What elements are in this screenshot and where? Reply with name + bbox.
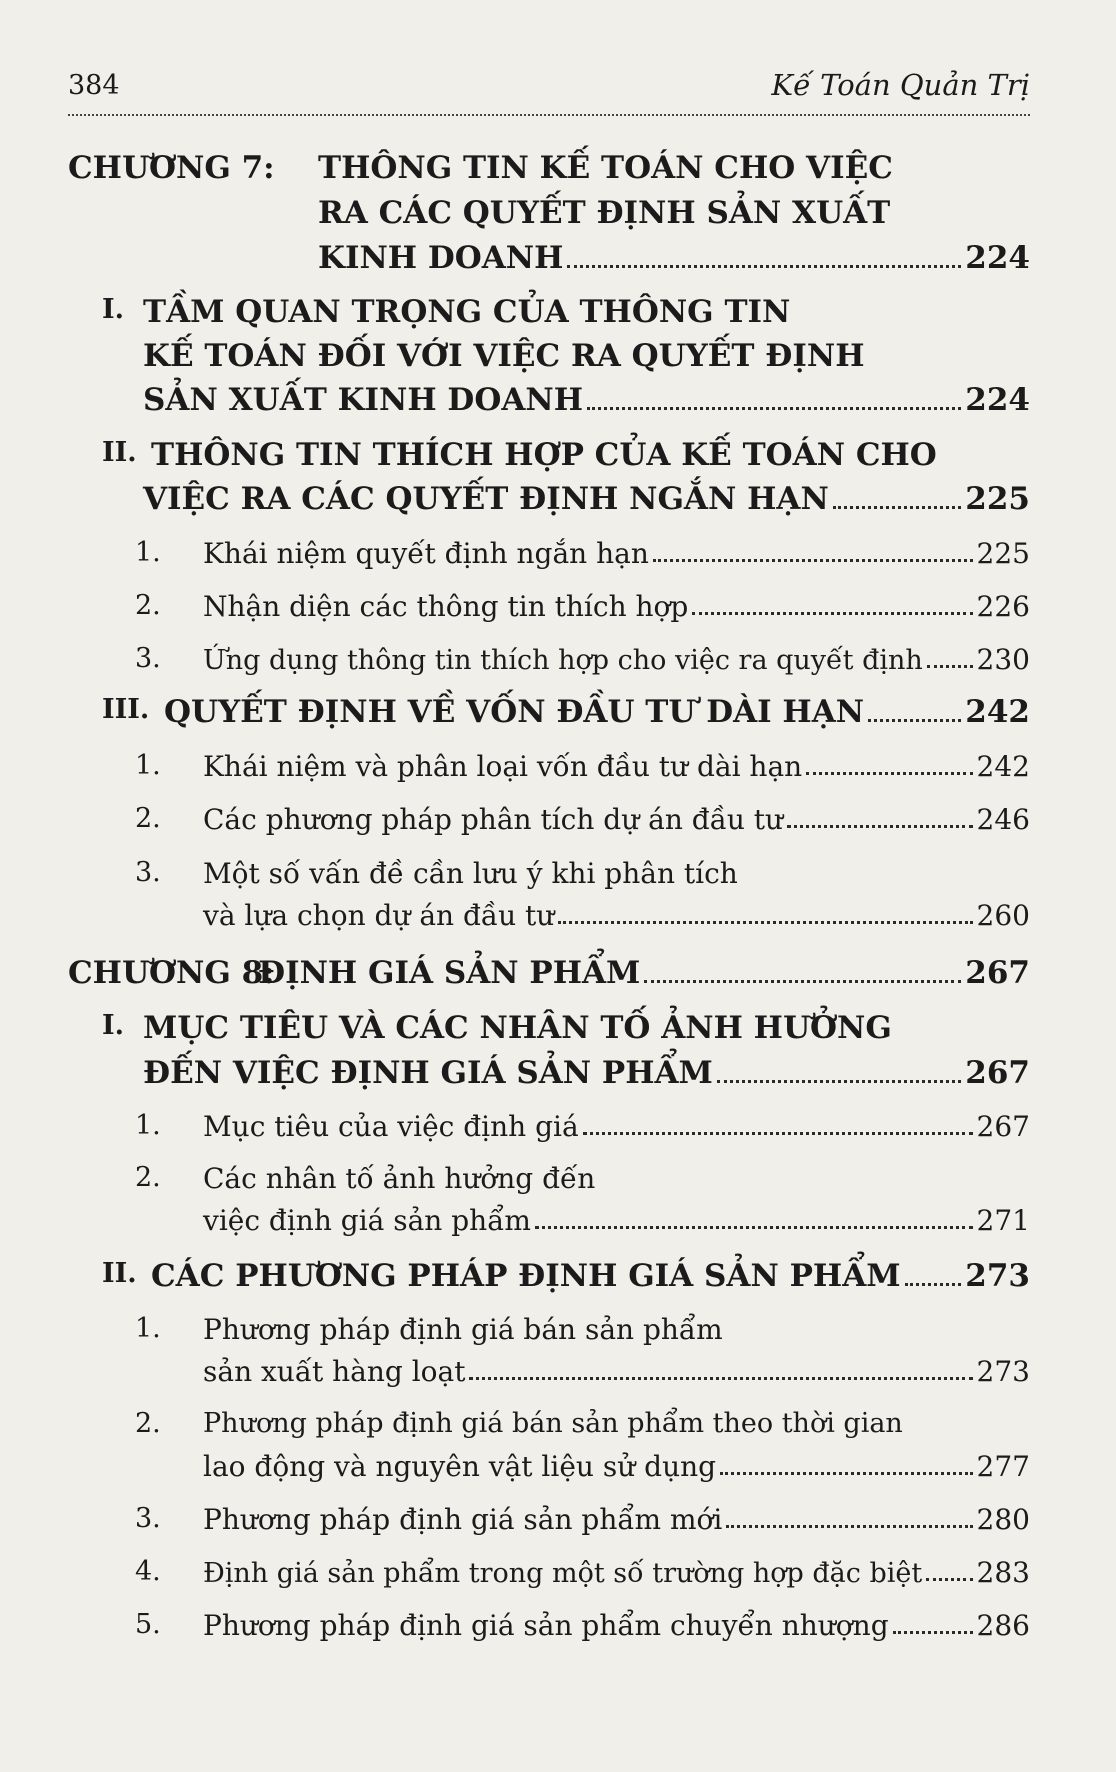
dot-leader [720, 1472, 972, 1475]
dot-leader [905, 1283, 962, 1286]
dot-leader [868, 719, 961, 722]
running-title: Kế Toán Quản Trị [771, 68, 1030, 102]
page-ref: 267 [976, 1110, 1030, 1143]
section-7-1-line2: KẾ TOÁN ĐỐI VỚI VIỆC RA QUYẾT ĐỊNH [143, 338, 865, 374]
section-7-1-entry[interactable]: SẢN XUẤT KINH DOANH 224 [143, 382, 1030, 418]
toc-item[interactable]: Định giá sản phẩm trong một số trường hợp đặc biệt 283 [203, 1556, 1030, 1589]
page-ref: 224 [965, 240, 1030, 276]
section-7-2-line1: THÔNG TIN THÍCH HỢP CỦA KẾ TOÁN CHO [151, 437, 937, 473]
item-number: 1. [135, 1110, 161, 1141]
page-ref: 225 [976, 537, 1030, 570]
section-number: I. [102, 1010, 125, 1041]
page-ref: 224 [965, 382, 1030, 418]
toc-item[interactable]: Các phương pháp phân tích dự án đầu tư 246 [203, 803, 1030, 836]
chapter-8-label: CHƯƠNG 8: [68, 955, 275, 991]
toc-item[interactable]: việc định giá sản phẩm 271 [203, 1204, 1030, 1237]
page-ref: 273 [976, 1355, 1030, 1388]
toc-item-line1: Một số vấn đề cần lưu ý khi phân tích [203, 857, 738, 890]
toc-item-line1: Các nhân tố ảnh hưởng đến [203, 1162, 596, 1195]
page-ref: 277 [976, 1450, 1030, 1483]
item-number: 1. [135, 1313, 161, 1344]
toc-item-line1: Phương pháp định giá bán sản phẩm theo thời gian [203, 1408, 903, 1439]
section-8-1-entry[interactable]: ĐẾN VIỆC ĐỊNH GIÁ SẢN PHẨM 267 [143, 1055, 1030, 1091]
dot-leader [927, 665, 973, 668]
page-ref: 260 [976, 899, 1030, 932]
page-ref: 230 [976, 643, 1030, 676]
section-8-2-entry[interactable]: CÁC PHƯƠNG PHÁP ĐỊNH GIÁ SẢN PHẨM 273 [151, 1258, 1030, 1294]
dot-leader [787, 825, 972, 828]
page-ref: 225 [965, 481, 1030, 517]
section-7-2-entry[interactable]: VIỆC RA CÁC QUYẾT ĐỊNH NGẮN HẠN 225 [143, 481, 1030, 517]
chapter-8-entry[interactable]: ĐỊNH GIÁ SẢN PHẨM 267 [258, 955, 1030, 991]
item-number: 3. [135, 1503, 161, 1534]
toc-item[interactable]: Khái niệm quyết định ngắn hạn 225 [203, 537, 1030, 570]
page-ref: 267 [965, 1055, 1030, 1091]
dot-leader [806, 772, 972, 775]
item-number: 2. [135, 1162, 161, 1193]
dot-leader [558, 921, 972, 924]
item-number: 1. [135, 750, 161, 781]
item-number: 2. [135, 803, 161, 834]
toc-item-line1: Phương pháp định giá bán sản phẩm [203, 1313, 723, 1346]
toc-item[interactable]: Nhận diện các thông tin thích hợp 226 [203, 590, 1030, 623]
page-ref: 226 [976, 590, 1030, 623]
toc-item[interactable]: Khái niệm và phân loại vốn đầu tư dài hạn 242 [203, 750, 1030, 783]
page-ref: 242 [965, 694, 1030, 730]
dot-leader [653, 559, 973, 562]
page-number: 384 [68, 70, 120, 101]
chapter-7-title-line1: THÔNG TIN KẾ TOÁN CHO VIỆC [318, 150, 893, 186]
dot-leader [833, 506, 961, 509]
dot-leader [644, 980, 961, 983]
section-8-1-line1: MỤC TIÊU VÀ CÁC NHÂN TỐ ẢNH HƯỞNG [143, 1010, 892, 1046]
item-number: 1. [135, 537, 161, 568]
page-ref: 242 [976, 750, 1030, 783]
section-number: III. [102, 694, 150, 725]
dot-leader [893, 1631, 973, 1634]
item-number: 4. [135, 1556, 161, 1587]
page-ref: 267 [965, 955, 1030, 991]
dot-leader [583, 1132, 973, 1135]
section-7-1-line1: TẦM QUAN TRỌNG CỦA THÔNG TIN [143, 294, 791, 330]
toc-item[interactable]: Mục tiêu của việc định giá 267 [203, 1110, 1030, 1143]
item-number: 2. [135, 590, 161, 621]
page-header [68, 62, 1030, 116]
page-ref: 283 [976, 1556, 1030, 1589]
dot-leader [717, 1080, 961, 1083]
item-number: 3. [135, 643, 161, 674]
dot-leader [726, 1525, 972, 1528]
page-ref: 246 [976, 803, 1030, 836]
dot-leader [692, 612, 972, 615]
dot-leader [535, 1226, 973, 1229]
chapter-7-label: CHƯƠNG 7: [68, 150, 275, 186]
section-number: II. [102, 437, 137, 468]
dot-leader [926, 1578, 972, 1581]
chapter-7-entry[interactable]: KINH DOANH 224 [318, 240, 1030, 276]
section-number: I. [102, 294, 125, 325]
item-number: 2. [135, 1408, 161, 1439]
dot-leader [567, 265, 961, 268]
toc-item[interactable]: Ứng dụng thông tin thích hợp cho việc ra quyết định 230 [203, 643, 1030, 676]
toc-item[interactable]: Phương pháp định giá sản phẩm mới 280 [203, 1503, 1030, 1536]
section-7-3-entry[interactable]: QUYẾT ĐỊNH VỀ VỐN ĐẦU TƯ DÀI HẠN 242 [164, 694, 1030, 730]
toc-item[interactable]: Phương pháp định giá sản phẩm chuyển nhượng 286 [203, 1609, 1030, 1642]
item-number: 5. [135, 1609, 161, 1640]
page-ref: 273 [965, 1258, 1030, 1294]
chapter-7-title-line2: RA CÁC QUYẾT ĐỊNH SẢN XUẤT [318, 195, 891, 231]
page-ref: 280 [976, 1503, 1030, 1536]
toc-item[interactable]: lao động và nguyên vật liệu sử dụng 277 [203, 1450, 1030, 1483]
dot-leader [587, 407, 961, 410]
dot-leader [469, 1377, 972, 1380]
toc-item[interactable]: sản xuất hàng loạt 273 [203, 1355, 1030, 1388]
page-ref: 286 [976, 1609, 1030, 1642]
section-number: II. [102, 1258, 137, 1289]
toc-item[interactable]: và lựa chọn dự án đầu tư 260 [203, 899, 1030, 932]
page-ref: 271 [976, 1204, 1030, 1237]
item-number: 3. [135, 857, 161, 888]
